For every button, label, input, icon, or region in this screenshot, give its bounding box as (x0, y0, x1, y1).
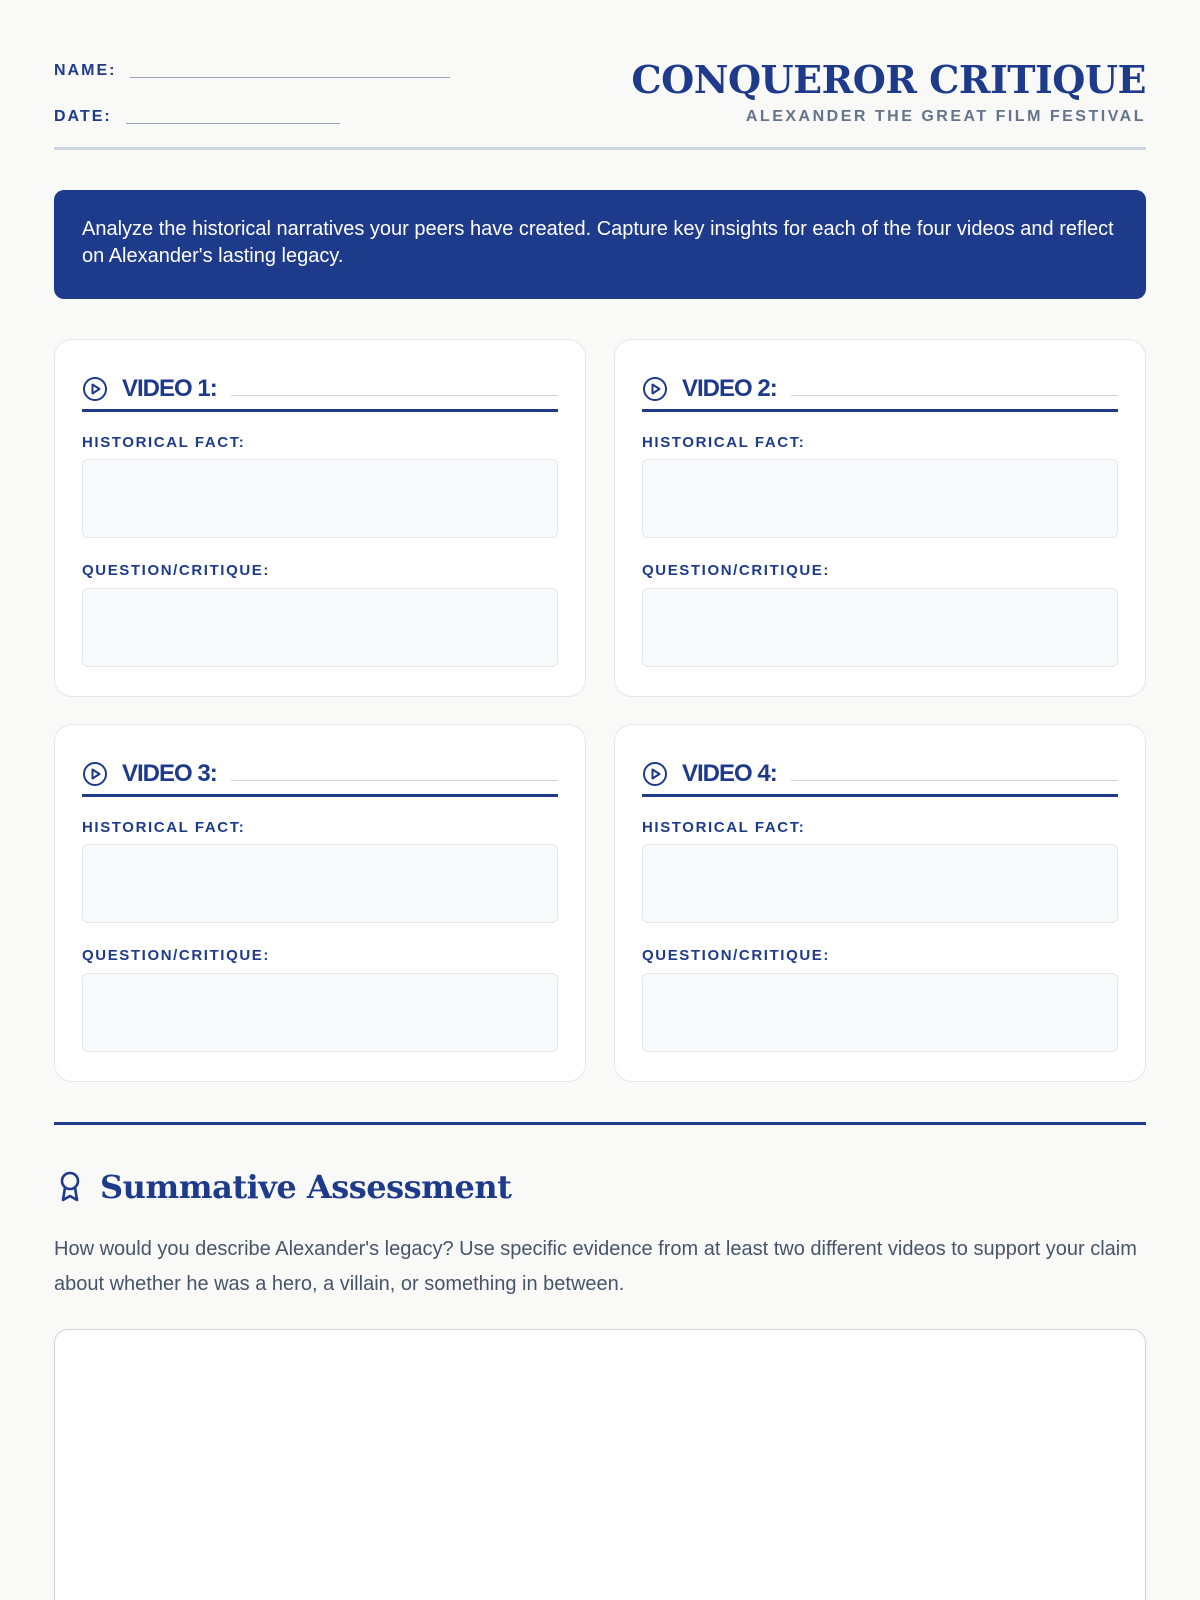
name-field (54, 62, 450, 80)
play-circle-icon (82, 376, 108, 402)
page-title: CONQUEROR CRITIQUE (631, 57, 1146, 102)
question-critique-label: QUESTION/CRITIQUE: (82, 947, 270, 964)
instructions-banner: Analyze the historical narratives your peers have created. Capture key insights for each of the four videos and reflect on Alexander's lasting legacy. (54, 190, 1146, 299)
video-title-input-line[interactable] (791, 780, 1118, 781)
video-card-1 (54, 339, 586, 697)
video-card-header (82, 368, 558, 412)
summative-answer-box[interactable] (54, 1329, 1146, 1600)
historical-fact-label: HISTORICAL FACT: (642, 819, 806, 836)
name-input-line[interactable] (130, 77, 450, 78)
title-block (631, 56, 1146, 126)
date-label: DATE: (54, 108, 112, 125)
summative-title: Summative Assessment (100, 1168, 512, 1206)
video-title-input-line[interactable] (231, 780, 558, 781)
historical-fact-box[interactable] (82, 459, 558, 538)
video-title: VIDEO 2: (682, 374, 777, 402)
page-subtitle: ALEXANDER THE GREAT FILM FESTIVAL (745, 108, 1146, 125)
video-card-3 (54, 724, 586, 1082)
video-card-header (642, 753, 1118, 797)
video-title-input-line[interactable] (231, 395, 558, 396)
historical-fact-box[interactable] (82, 844, 558, 923)
video-title: VIDEO 4: (682, 759, 777, 787)
play-circle-icon (642, 376, 668, 402)
name-label: NAME: (54, 62, 117, 79)
header (54, 0, 1146, 150)
video-card-2 (614, 339, 1146, 697)
play-circle-icon (82, 761, 108, 787)
summative-prompt: How would you describe Alexander's legacy? Use specific evidence from at least two different videos to support your claim about whether he was a hero, a villain, or something in between. (54, 1238, 1137, 1295)
video-title: VIDEO 3: (122, 759, 217, 787)
video-card-4 (614, 724, 1146, 1082)
question-critique-label: QUESTION/CRITIQUE: (82, 562, 270, 579)
question-critique-box[interactable] (642, 588, 1118, 667)
summative-header (54, 1168, 511, 1206)
question-critique-box[interactable] (82, 588, 558, 667)
historical-fact-box[interactable] (642, 844, 1118, 923)
award-icon (54, 1169, 86, 1205)
question-critique-label: QUESTION/CRITIQUE: (642, 947, 830, 964)
historical-fact-label: HISTORICAL FACT: (642, 434, 806, 451)
historical-fact-label: HISTORICAL FACT: (82, 434, 246, 451)
video-card-header (642, 368, 1118, 412)
question-critique-box[interactable] (642, 973, 1118, 1052)
date-field (54, 108, 340, 126)
video-card-header (82, 753, 558, 797)
section-divider (54, 1122, 1146, 1125)
question-critique-box[interactable] (82, 973, 558, 1052)
video-title: VIDEO 1: (122, 374, 217, 402)
question-critique-label: QUESTION/CRITIQUE: (642, 562, 830, 579)
video-title-input-line[interactable] (791, 395, 1118, 396)
play-circle-icon (642, 761, 668, 787)
historical-fact-box[interactable] (642, 459, 1118, 538)
date-input-line[interactable] (126, 123, 340, 124)
historical-fact-label: HISTORICAL FACT: (82, 819, 246, 836)
